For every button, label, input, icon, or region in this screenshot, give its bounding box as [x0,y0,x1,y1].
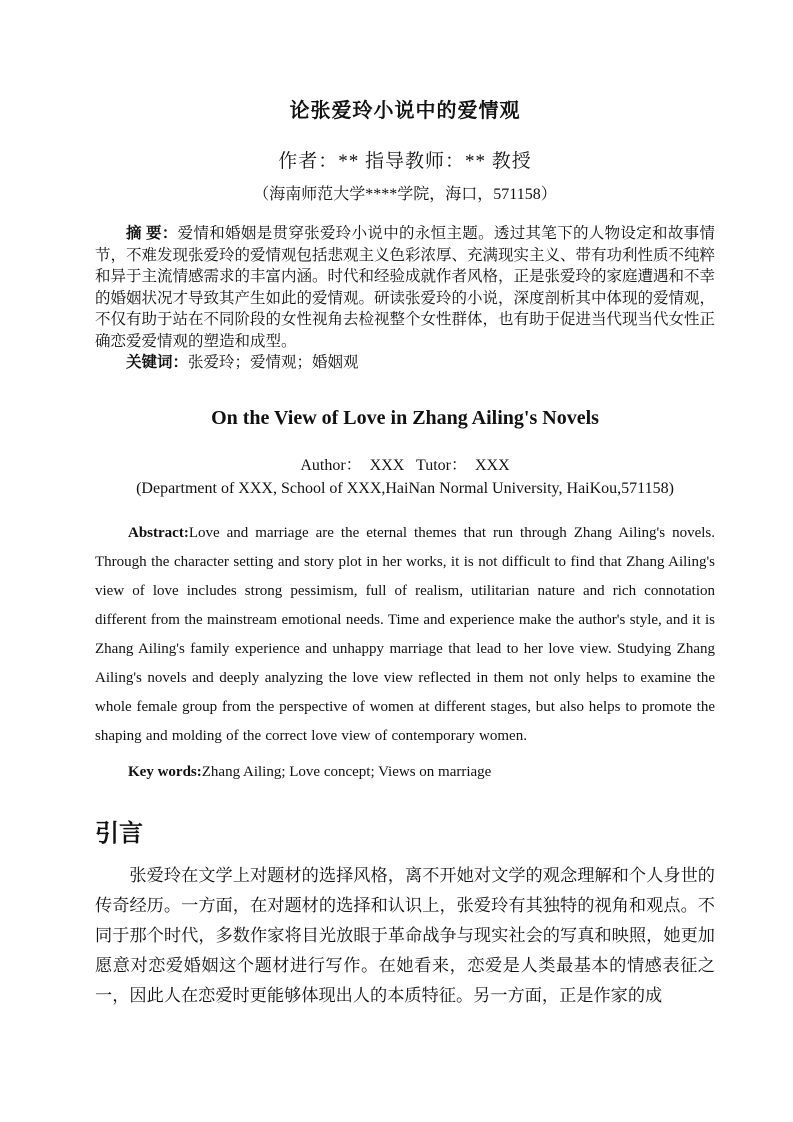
chinese-keywords-label: 关键词： [126,354,189,371]
document-content [95,0,715,1011]
chinese-title: 论张爱玲小说中的爱情观 [289,100,521,122]
english-affiliation: (Department of XXX, School of XXX,HaiNan Normal University, HaiKou,571158) [136,479,674,497]
english-author-line: Author： XXX Tutor： XXX [300,456,510,474]
english-abstract [95,519,715,751]
english-abstract-text: Love and marriage are the eternal themes that run through Zhang Ailing's novels. Through the character setting and story plot in her works, it is not difficult to find that Zhang Ailing's view of love includes strong pessimism, full of realism, utilitarian nature and rich connotation different from the mainstream emotional needs. Time and experience make the author's style, and it is Zhang Ailing's family experience and unhappy marriage that lead to her love view. Studying Zhang Ailing's novels and deeply analyzing the love view reflected in them not only helps to examine the whole female group from the perspective of women at different stages, but also helps to promote the shaping and molding of the correct love view of contemporary women. [95,524,715,744]
chinese-abstract-label: 摘 要： [126,225,178,242]
chinese-affiliation: （海南师范大学****学院，海口，571158） [253,186,557,203]
english-title: On the View of Love in Zhang Ailing's Novels [211,406,599,429]
intro-section-heading: 引言 [95,820,143,847]
english-keywords-text: Zhang Ailing; Love concept; Views on marriage [201,763,492,780]
chinese-author-line: 作者：** 指导教师：** 教授 [278,151,532,172]
chinese-keywords-text: 张爱玲；爱情观；婚姻观 [188,354,359,371]
chinese-keywords [95,352,715,374]
english-keywords-label: Key words: [128,763,202,780]
chinese-abstract [95,223,715,352]
english-keywords [95,758,715,787]
chinese-abstract-text: 爱情和婚姻是贯穿张爱玲小说中的永恒主题。透过其笔下的人物设定和故事情节，不难发现张爱玲的爱情观包括悲观主义色彩浓厚、充满现实主义、带有功利性质不纯粹和异于主流情感需求的丰富内涵。时代和经验成就作者风格，正是张爱玲的家庭遭遇和不幸的婚姻状况才导致其产生如此的爱情观。研读张爱玲的小说，深度剖析其中体现的爱情观，不仅有助于站在不同阶段的女性视角去检视整个女性群体，也有助于促进当代现当代女性正确恋爱爱情观的塑造和成型。 [95,225,716,350]
english-abstract-label: Abstract: [128,524,189,541]
intro-paragraph: 张爱玲在文学上对题材的选择风格，离不开她对文学的观念理解和个人身世的传奇经历。一方面，在对题材的选择和认识上，张爱玲有其独特的视角和观点。不同于那个时代，多数作家将目光放眼于革命战争与现实社会的写真和映照，她更加愿意对恋爱婚姻这个题材进行写作。在她看来，恋爱是人类最基本的情感表征之一，因此人在恋爱时更能够体现出人的本质特征。另一方面，正是作家的成 [95,865,715,1005]
